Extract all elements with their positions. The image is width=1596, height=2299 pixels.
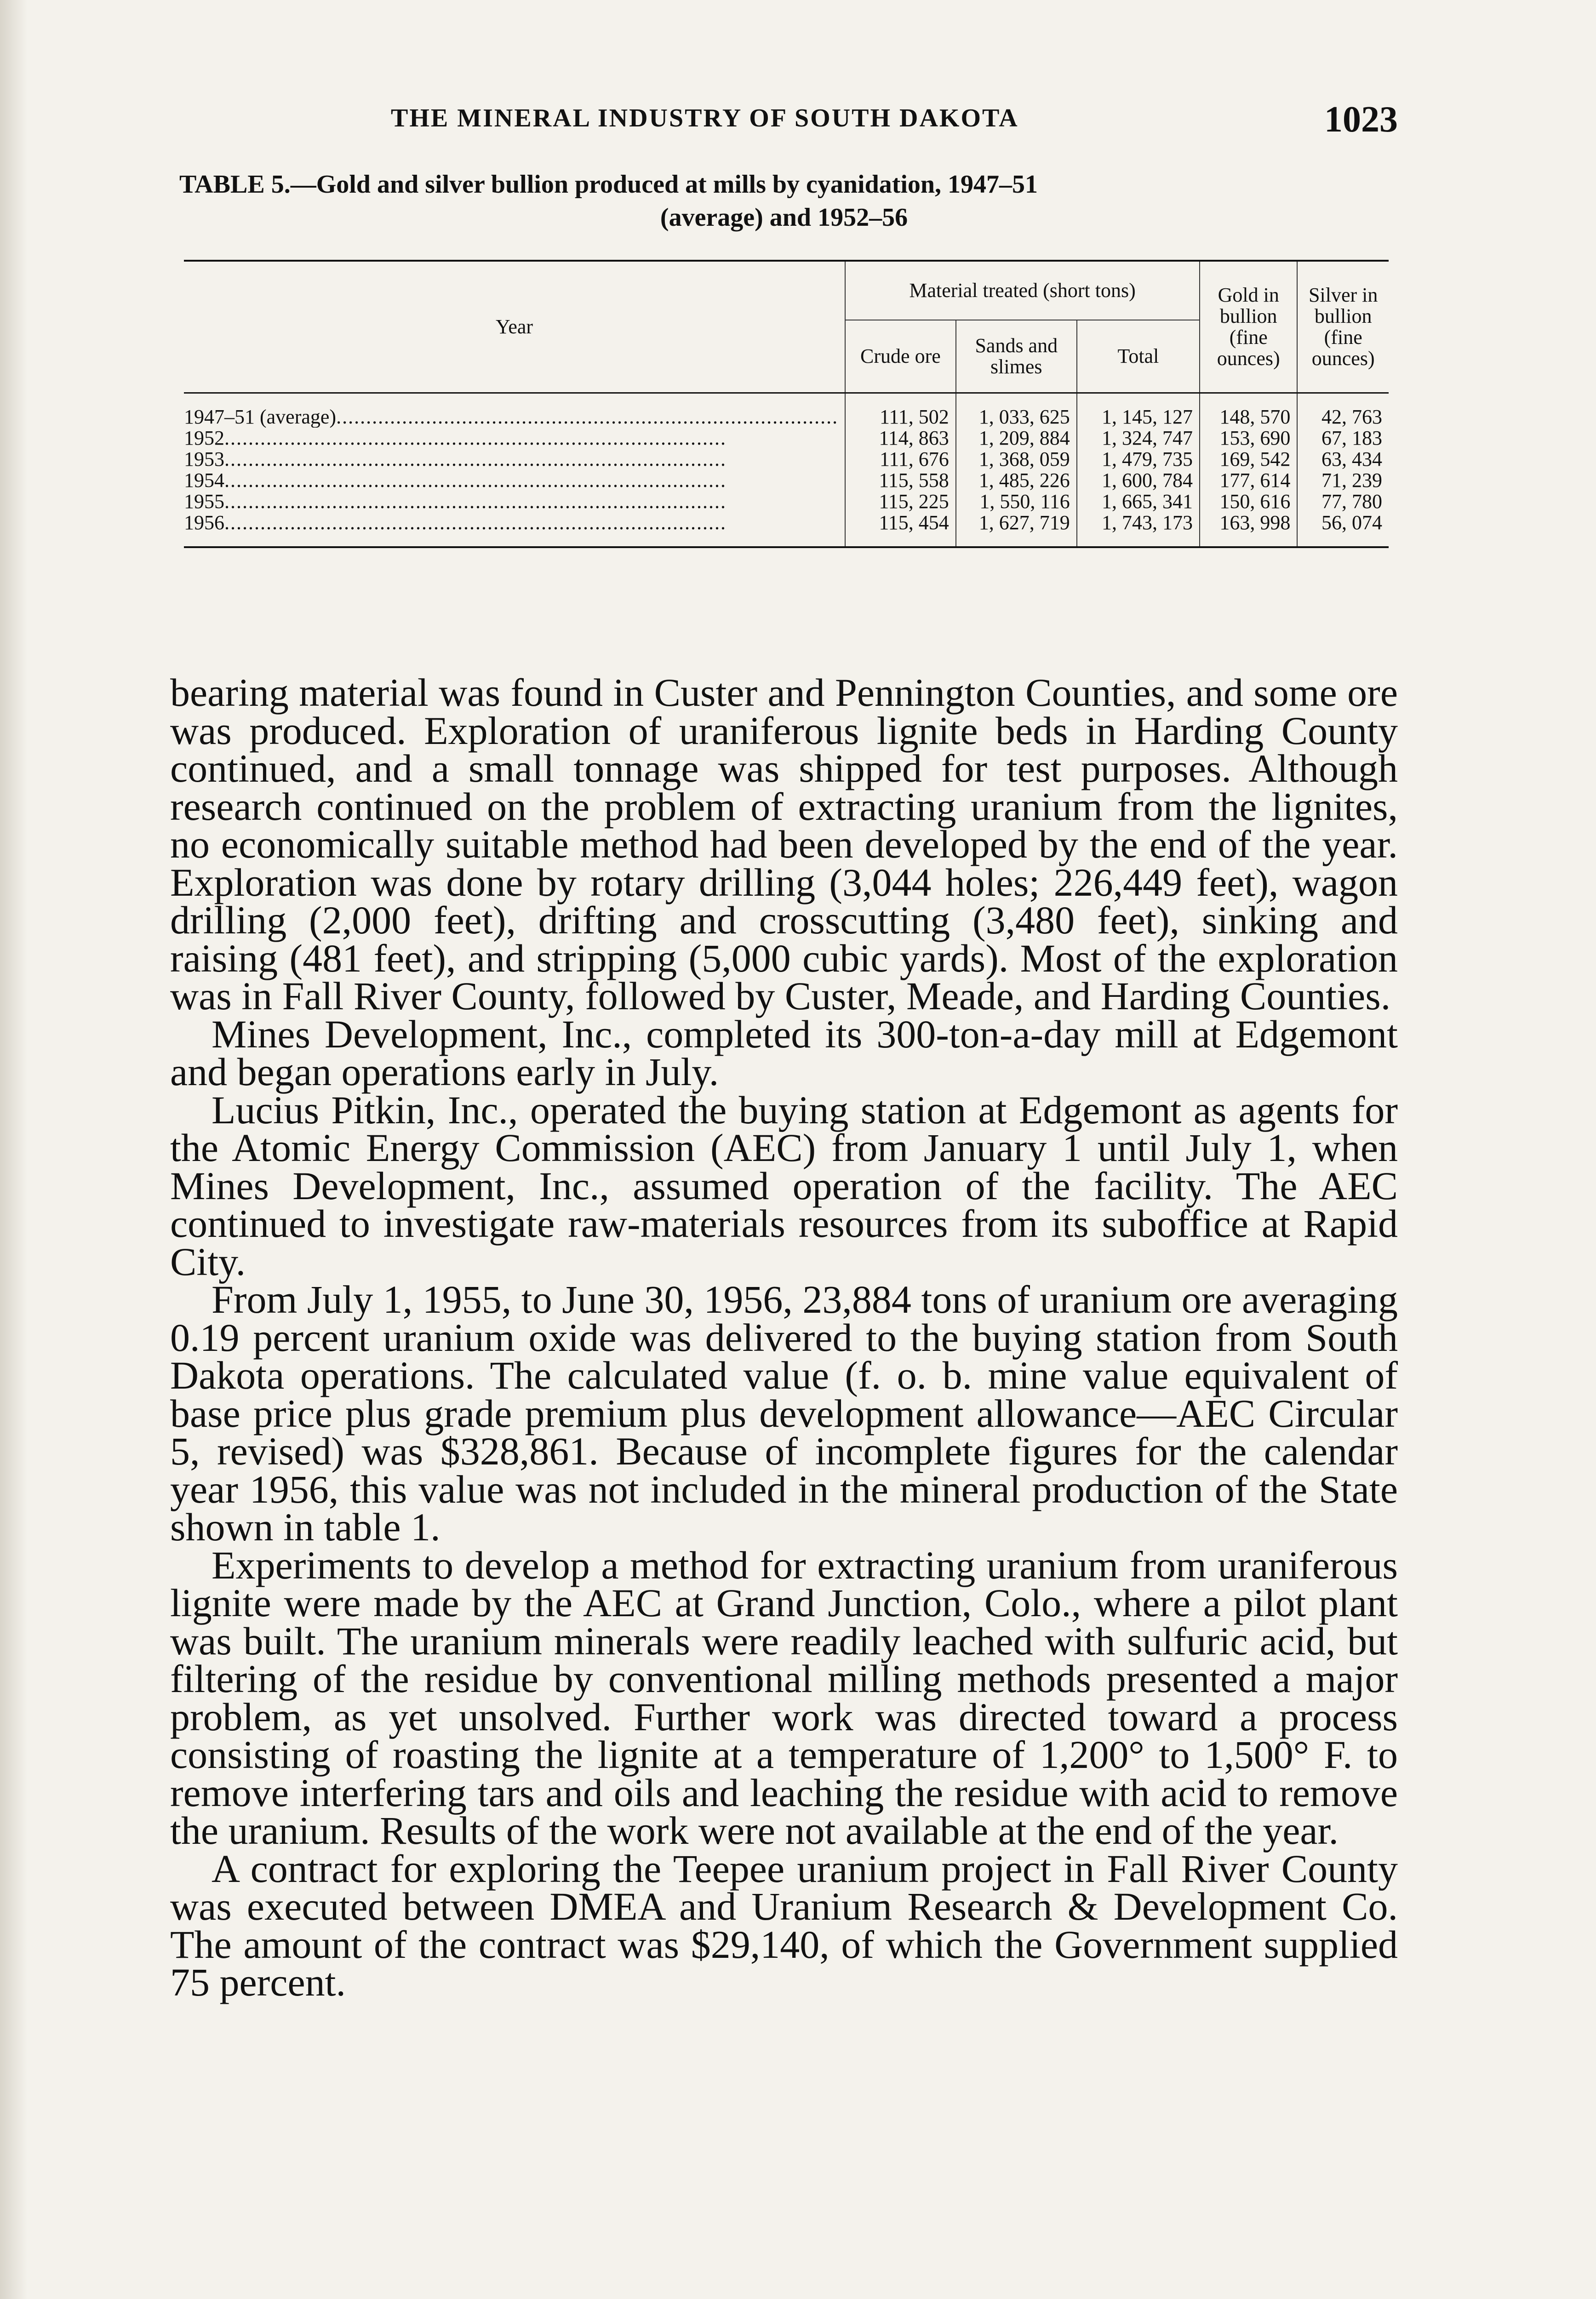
- crude-ore-cell: 114, 863: [845, 428, 956, 449]
- gold-cell: 148, 570: [1200, 393, 1297, 428]
- crude-ore-cell: 111, 502: [845, 393, 956, 428]
- gold-cell: 169, 542: [1200, 449, 1297, 470]
- header-total: Total: [1077, 320, 1200, 393]
- paragraph-buying-station: Lucius Pitkin, Inc., operated the buying station at Edgemont as agents for the Atomic Energy Commission (AEC) from January 1 until July 1, when Mines Development, Inc., assumed operation of the facility. The AEC continued to investigate raw-materials resources from its suboffice at Rapid City.: [170, 1087, 1398, 1284]
- year-label: 1947–51 (average): [184, 406, 337, 428]
- total-cell: 1, 145, 127: [1077, 393, 1200, 428]
- dot-leader: ....................................................................................: [224, 470, 726, 491]
- dot-leader: ....................................................................................: [224, 512, 726, 534]
- table-row: [184, 512, 1389, 547]
- page-number: 1023: [1324, 99, 1398, 140]
- sands-slimes-cell: 1, 550, 116: [956, 491, 1077, 512]
- header-gold: Gold in bullion (fine ounces): [1200, 261, 1297, 393]
- table-header-row: [184, 261, 1389, 320]
- year-cell: [184, 393, 845, 428]
- paragraph-lignite-experiments: Experiments to develop a method for extracting uranium from uraniferous lignite were made by the AEC at Grand Junction, Colo., where a pilot plant was built. The uranium minerals were readily leached with sulfuric acid, but filtering of the residue by conventional milling methods presented a major problem, as yet unsolved. Further work was directed toward a process consisting of roasting the lignite at a temperature of 1,200° to 1,500° F. to remove interfering tars and oils and leaching the residue with acid to remove the uranium. Results of the work were not available at the end of the year.: [170, 1543, 1398, 1853]
- header-material-treated: Material treated (short tons): [845, 261, 1200, 320]
- gold-cell: 177, 614: [1200, 470, 1297, 491]
- silver-cell: 77, 780: [1297, 491, 1389, 512]
- paragraph-uranium-exploration: bearing material was found in Custer and Pennington Counties, and some ore was produced. Exploration of uraniferous lignite beds in Harding County continued, and a small tonnage was shipped for test purposes. Although research continued on the problem of extracting uranium from the lignites, no economically suitable method had been developed by the end of the year. Exploration was done by rotary drilling (3,044 holes; 226,449 feet), wagon drilling (2,000 feet), drifting and crosscutting (3,480 feet), sinking and raising (481 feet), and stripping (5,000 cubic yards). Most of the exploration was in Fall River County, followed by Custer, Meade, and Harding Counties.: [170, 670, 1398, 1018]
- header-year: Year: [495, 315, 533, 338]
- sands-slimes-cell: 1, 627, 719: [956, 512, 1077, 547]
- year-label: 1956: [184, 512, 224, 534]
- sands-slimes-cell: 1, 033, 625: [956, 393, 1077, 428]
- crude-ore-cell: 115, 558: [845, 470, 956, 491]
- sands-slimes-cell: 1, 368, 059: [956, 449, 1077, 470]
- silver-cell: 63, 434: [1297, 449, 1389, 470]
- table-row: [184, 449, 1389, 470]
- dot-leader: ....................................................................................: [336, 406, 839, 428]
- year-cell: [184, 449, 845, 470]
- total-cell: 1, 743, 173: [1077, 512, 1200, 547]
- year-label: 1955: [184, 491, 224, 512]
- running-head: [170, 99, 1398, 140]
- running-title: THE MINERAL INDUSTRY OF SOUTH DAKOTA: [391, 104, 1019, 132]
- table-caption-line1: TABLE 5.—Gold and silver bullion produced at mills by cyanidation, 1947–51: [179, 170, 1038, 199]
- crude-ore-cell: 115, 225: [845, 491, 956, 512]
- sands-slimes-cell: 1, 209, 884: [956, 428, 1077, 449]
- silver-cell: 67, 183: [1297, 428, 1389, 449]
- table-row: [184, 470, 1389, 491]
- year-cell: [184, 512, 845, 547]
- year-cell: [184, 428, 845, 449]
- total-cell: 1, 324, 747: [1077, 428, 1200, 449]
- table-row: [184, 491, 1389, 512]
- total-cell: 1, 479, 735: [1077, 449, 1200, 470]
- paragraph-ore-deliveries: From July 1, 1955, to June 30, 1956, 23,884 tons of uranium ore averaging 0.19 percent uranium oxide was delivered to the buying station from South Dakota operations. The calculated value (f. o. b. mine value equivalent of base price plus grade premium plus development allowance—AEC Circular 5, revised) was $328,861. Because of incomplete figures for the calendar year 1956, this value was not included in the mineral production of the State shown in table 1.: [170, 1277, 1398, 1549]
- paragraph-teepee-contract: A contract for exploring the Teepee uranium project in Fall River County was executed between DMEA and Uranium Research & Development Co. The amount of the contract was $29,140, of which the Government supplied 75 percent.: [170, 1846, 1398, 2004]
- year-label: 1954: [184, 470, 224, 491]
- body-text: [170, 670, 1398, 2004]
- year-cell: [184, 470, 845, 491]
- crude-ore-cell: 115, 454: [845, 512, 956, 547]
- total-cell: 1, 665, 341: [1077, 491, 1200, 512]
- silver-cell: 56, 074: [1297, 512, 1389, 547]
- document-page: [170, 0, 1398, 2299]
- year-label: 1953: [184, 449, 224, 470]
- header-silver: Silver in bullion (fine ounces): [1297, 261, 1389, 393]
- dot-leader: ....................................................................................: [224, 449, 726, 470]
- sands-slimes-cell: 1, 485, 226: [956, 470, 1077, 491]
- paragraph-mines-development: Mines Development, Inc., completed its 300-ton-a-day mill at Edgemont and began operations early in July.: [170, 1012, 1398, 1094]
- year-label: 1952: [184, 428, 224, 449]
- table-row: [184, 393, 1389, 428]
- dot-leader: ....................................................................................: [224, 491, 726, 512]
- table-row: [184, 428, 1389, 449]
- gold-cell: 150, 616: [1200, 491, 1297, 512]
- total-cell: 1, 600, 784: [1077, 470, 1200, 491]
- bullion-table: [184, 260, 1389, 548]
- silver-cell: 42, 763: [1297, 393, 1389, 428]
- dot-leader: ....................................................................................: [224, 428, 726, 449]
- table-caption: [170, 168, 1398, 234]
- scan-edge-shadow: [0, 0, 28, 2299]
- gold-cell: 163, 998: [1200, 512, 1297, 547]
- header-sands-slimes: Sands and slimes: [956, 320, 1077, 393]
- gold-cell: 153, 690: [1200, 428, 1297, 449]
- header-crude-ore: Crude ore: [845, 320, 956, 393]
- silver-cell: 71, 239: [1297, 470, 1389, 491]
- year-cell: [184, 491, 845, 512]
- crude-ore-cell: 111, 676: [845, 449, 956, 470]
- table-caption-line2: (average) and 1952–56: [660, 203, 908, 232]
